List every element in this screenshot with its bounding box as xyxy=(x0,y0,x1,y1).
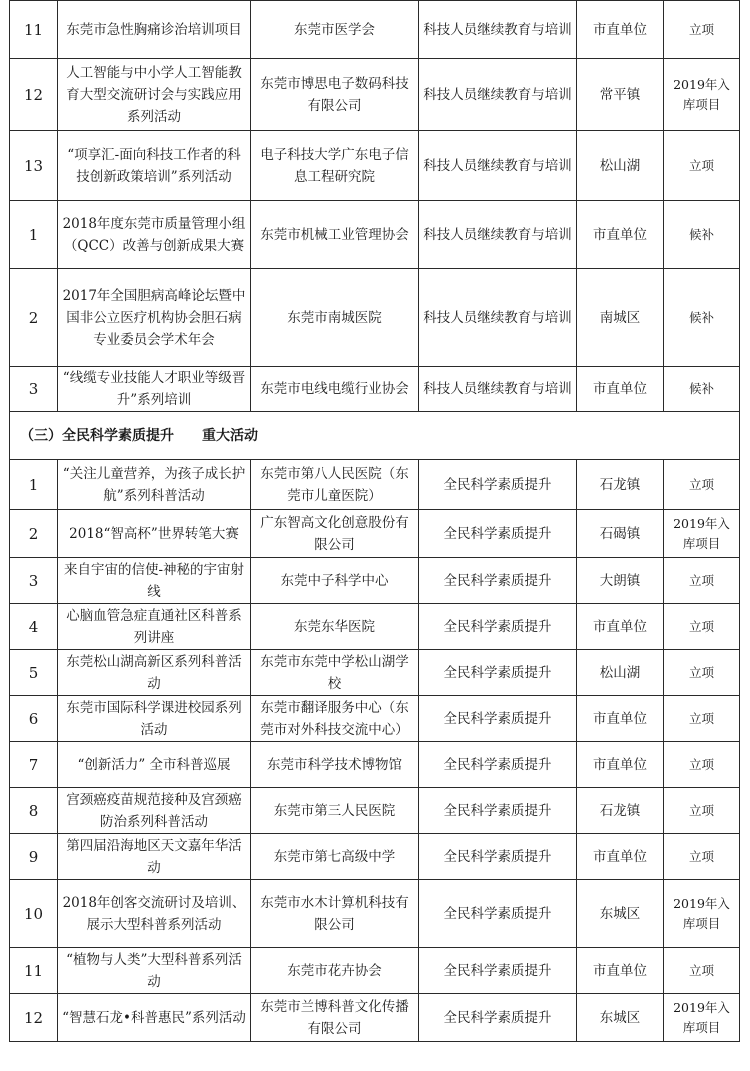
region-cell: 市直单位 xyxy=(577,696,664,742)
region-cell: 市直单位 xyxy=(577,948,664,994)
row-number-cell: 11 xyxy=(10,948,58,994)
table-row xyxy=(10,948,740,994)
region-cell: 石碣镇 xyxy=(577,510,664,558)
category-cell: 全民科学素质提升 xyxy=(419,742,577,788)
project-name-cell: “智慧石龙•科普惠民”系列活动 xyxy=(58,994,251,1042)
section-header xyxy=(10,412,740,460)
table-row xyxy=(10,510,740,558)
row-number-cell: 1 xyxy=(10,201,58,269)
project-table xyxy=(9,0,740,1042)
project-name-cell: 2018“智高杯”世界转笔大赛 xyxy=(58,510,251,558)
organization-cell: 东莞市医学会 xyxy=(251,1,419,59)
row-number-cell: 8 xyxy=(10,788,58,834)
status-cell: 立项 xyxy=(664,558,740,604)
table-row xyxy=(10,131,740,201)
project-name-cell: 东莞市急性胸痛诊治培训项目 xyxy=(58,1,251,59)
project-name-cell: “关注儿童营养，为孩子成长护航”系列科普活动 xyxy=(58,460,251,510)
row-number-cell: 2 xyxy=(10,269,58,367)
category-cell: 科技人员继续教育与培训 xyxy=(419,1,577,59)
region-cell: 市直单位 xyxy=(577,367,664,412)
organization-cell: 东莞市博思电子数码科技有限公司 xyxy=(251,59,419,131)
table-row xyxy=(10,788,740,834)
organization-cell: 东莞市科学技术博物馆 xyxy=(251,742,419,788)
status-cell: 立项 xyxy=(664,742,740,788)
organization-cell: 东莞市翻译服务中心（东莞市对外科技交流中心） xyxy=(251,696,419,742)
table-row xyxy=(10,269,740,367)
table-row xyxy=(10,834,740,880)
category-cell: 全民科学素质提升 xyxy=(419,994,577,1042)
table-row xyxy=(10,994,740,1042)
table-row xyxy=(10,696,740,742)
region-cell: 东城区 xyxy=(577,880,664,948)
row-number-cell: 13 xyxy=(10,131,58,201)
project-name-cell: “项享汇-面向科技工作者的科技创新政策培训”系列活动 xyxy=(58,131,251,201)
status-cell: 立项 xyxy=(664,604,740,650)
region-cell: 市直单位 xyxy=(577,834,664,880)
status-cell: 立项 xyxy=(664,1,740,59)
table-row xyxy=(10,201,740,269)
category-cell: 全民科学素质提升 xyxy=(419,460,577,510)
organization-cell: 东莞东华医院 xyxy=(251,604,419,650)
region-cell: 市直单位 xyxy=(577,201,664,269)
row-number-cell: 2 xyxy=(10,510,58,558)
region-cell: 南城区 xyxy=(577,269,664,367)
organization-cell: 东莞市水木计算机科技有限公司 xyxy=(251,880,419,948)
status-cell: 立项 xyxy=(664,834,740,880)
status-cell: 立项 xyxy=(664,650,740,696)
project-name-cell: 2018年创客交流研讨及培训、展示大型科普系列活动 xyxy=(58,880,251,948)
status-cell: 立项 xyxy=(664,131,740,201)
status-cell: 2019年入库项目 xyxy=(664,880,740,948)
region-cell: 石龙镇 xyxy=(577,788,664,834)
organization-cell: 东莞市第八人民医院（东莞市儿童医院） xyxy=(251,460,419,510)
region-cell: 常平镇 xyxy=(577,59,664,131)
category-cell: 科技人员继续教育与培训 xyxy=(419,131,577,201)
category-cell: 全民科学素质提升 xyxy=(419,558,577,604)
section-header-row xyxy=(10,412,740,460)
organization-cell: 东莞市机械工业管理协会 xyxy=(251,201,419,269)
organization-cell: 电子科技大学广东电子信息工程研究院 xyxy=(251,131,419,201)
section-title: （三）全民科学素质提升 xyxy=(20,427,174,444)
project-name-cell: 2018年度东莞市质量管理小组（QCC）改善与创新成果大赛 xyxy=(58,201,251,269)
project-name-cell: 宫颈癌疫苗规范接种及宫颈癌防治系列科普活动 xyxy=(58,788,251,834)
organization-cell: 东莞市第七高级中学 xyxy=(251,834,419,880)
project-name-cell: 心脑血管急症直通社区科普系列讲座 xyxy=(58,604,251,650)
status-cell: 立项 xyxy=(664,460,740,510)
region-cell: 市直单位 xyxy=(577,604,664,650)
row-number-cell: 5 xyxy=(10,650,58,696)
row-number-cell: 10 xyxy=(10,880,58,948)
project-name-cell: 来自宇宙的信使-神秘的宇宙射线 xyxy=(58,558,251,604)
category-cell: 科技人员继续教育与培训 xyxy=(419,367,577,412)
project-name-cell: 东莞市国际科学课进校园系列活动 xyxy=(58,696,251,742)
category-cell: 全民科学素质提升 xyxy=(419,696,577,742)
section-subtitle: 重大活动 xyxy=(202,427,258,444)
organization-cell: 东莞市南城医院 xyxy=(251,269,419,367)
region-cell: 大朗镇 xyxy=(577,558,664,604)
table-row xyxy=(10,59,740,131)
project-name-cell: 人工智能与中小学人工智能教育大型交流研讨会与实践应用系列活动 xyxy=(58,59,251,131)
category-cell: 全民科学素质提升 xyxy=(419,880,577,948)
status-cell: 立项 xyxy=(664,788,740,834)
category-cell: 科技人员继续教育与培训 xyxy=(419,201,577,269)
row-number-cell: 12 xyxy=(10,59,58,131)
table-row xyxy=(10,460,740,510)
status-cell: 2019年入库项目 xyxy=(664,59,740,131)
project-name-cell: 2017年全国胆病高峰论坛暨中国非公立医疗机构协会胆石病专业委员会学术年会 xyxy=(58,269,251,367)
table-row xyxy=(10,367,740,412)
project-name-cell: “植物与人类”大型科普系列活动 xyxy=(58,948,251,994)
region-cell: 松山湖 xyxy=(577,650,664,696)
row-number-cell: 3 xyxy=(10,558,58,604)
table-row xyxy=(10,604,740,650)
status-cell: 候补 xyxy=(664,201,740,269)
category-cell: 全民科学素质提升 xyxy=(419,788,577,834)
status-cell: 2019年入库项目 xyxy=(664,510,740,558)
region-cell: 市直单位 xyxy=(577,742,664,788)
category-cell: 科技人员继续教育与培训 xyxy=(419,269,577,367)
organization-cell: 东莞市花卉协会 xyxy=(251,948,419,994)
table-row xyxy=(10,650,740,696)
project-name-cell: “线缆专业技能人才职业等级晋升”系列培训 xyxy=(58,367,251,412)
category-cell: 科技人员继续教育与培训 xyxy=(419,59,577,131)
category-cell: 全民科学素质提升 xyxy=(419,510,577,558)
row-number-cell: 7 xyxy=(10,742,58,788)
row-number-cell: 3 xyxy=(10,367,58,412)
row-number-cell: 4 xyxy=(10,604,58,650)
region-cell: 市直单位 xyxy=(577,1,664,59)
organization-cell: 广东智高文化创意股份有限公司 xyxy=(251,510,419,558)
status-cell: 立项 xyxy=(664,696,740,742)
category-cell: 全民科学素质提升 xyxy=(419,948,577,994)
region-cell: 石龙镇 xyxy=(577,460,664,510)
table-row xyxy=(10,1,740,59)
status-cell: 候补 xyxy=(664,269,740,367)
table-row xyxy=(10,558,740,604)
row-number-cell: 12 xyxy=(10,994,58,1042)
region-cell: 松山湖 xyxy=(577,131,664,201)
row-number-cell: 9 xyxy=(10,834,58,880)
category-cell: 全民科学素质提升 xyxy=(419,604,577,650)
category-cell: 全民科学素质提升 xyxy=(419,650,577,696)
project-name-cell: “创新活力” 全市科普巡展 xyxy=(58,742,251,788)
table-row xyxy=(10,880,740,948)
status-cell: 候补 xyxy=(664,367,740,412)
organization-cell: 东莞中子科学中心 xyxy=(251,558,419,604)
row-number-cell: 1 xyxy=(10,460,58,510)
table-row xyxy=(10,742,740,788)
organization-cell: 东莞市兰博科普文化传播有限公司 xyxy=(251,994,419,1042)
status-cell: 立项 xyxy=(664,948,740,994)
organization-cell: 东莞市电线电缆行业协会 xyxy=(251,367,419,412)
row-number-cell: 11 xyxy=(10,1,58,59)
project-name-cell: 第四届沿海地区天文嘉年华活动 xyxy=(58,834,251,880)
row-number-cell: 6 xyxy=(10,696,58,742)
category-cell: 全民科学素质提升 xyxy=(419,834,577,880)
project-name-cell: 东莞松山湖高新区系列科普活动 xyxy=(58,650,251,696)
organization-cell: 东莞市第三人民医院 xyxy=(251,788,419,834)
status-cell: 2019年入库项目 xyxy=(664,994,740,1042)
region-cell: 东城区 xyxy=(577,994,664,1042)
organization-cell: 东莞市东莞中学松山湖学校 xyxy=(251,650,419,696)
